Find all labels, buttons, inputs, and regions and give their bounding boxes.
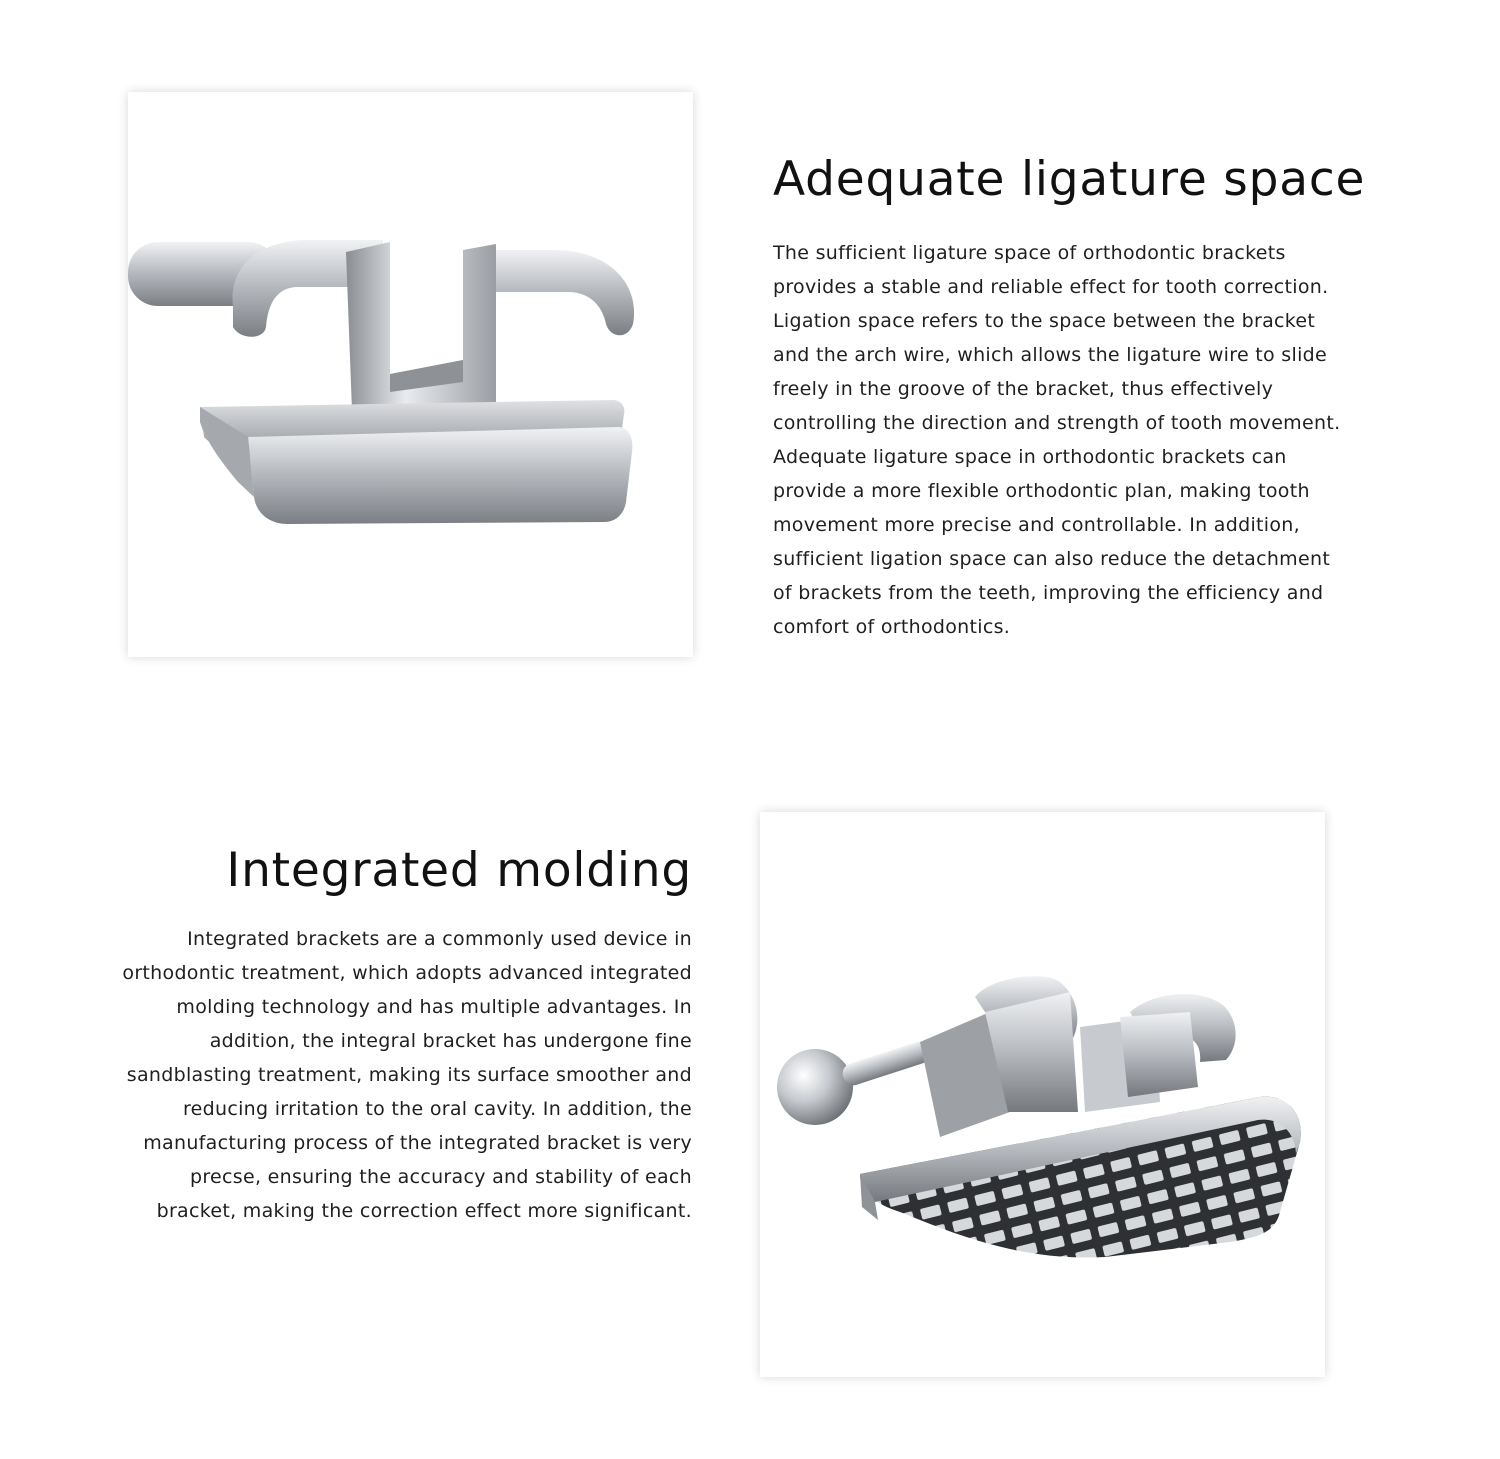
section-body-integrated-molding <box>92 922 692 1228</box>
body-line: movement more precise and controllable. In addition, <box>773 514 1300 536</box>
body-line: molding technology and has multiple advantages. In <box>176 996 692 1018</box>
body-line: Ligation space refers to the space between the bracket <box>773 310 1316 332</box>
body-line: addition, the integral bracket has undergone fine <box>209 1030 692 1052</box>
body-line: Integrated brackets are a commonly used device in <box>187 928 692 950</box>
body-line: precse, ensuring the accuracy and stability of each <box>189 1166 692 1188</box>
bracket-mesh-base-image <box>760 812 1325 1377</box>
bracket-side-view-image <box>128 92 693 657</box>
body-line: manufacturing process of the integrated bracket is very <box>143 1132 692 1154</box>
body-line: sufficient ligation space can also reduce the detachment <box>773 548 1331 570</box>
body-line: of brackets from the teeth, improving the efficiency and <box>773 582 1324 604</box>
bracket-side-view-illustration <box>128 92 693 657</box>
body-line: orthodontic treatment, which adopts advanced integrated <box>122 962 692 984</box>
section-title-integrated-molding: Integrated molding <box>226 843 692 898</box>
body-line: provide a more flexible orthodontic plan, making tooth <box>773 480 1310 502</box>
body-line: reducing irritation to the oral cavity. In addition, the <box>182 1098 692 1120</box>
body-line: freely in the groove of the bracket, thus effectively <box>773 378 1274 400</box>
section-title-ligature-space: Adequate ligature space <box>773 152 1366 207</box>
body-line: controlling the direction and strength of tooth movement. <box>773 412 1341 434</box>
body-line: sandblasting treatment, making its surface smoother and <box>126 1064 692 1086</box>
body-line: bracket, making the correction effect more significant. <box>156 1200 692 1222</box>
body-line: provides a stable and reliable effect for tooth correction. <box>773 276 1329 298</box>
body-line: and the arch wire, which allows the ligature wire to slide <box>773 344 1328 366</box>
section-body-ligature-space <box>773 236 1373 644</box>
body-line: comfort of orthodontics. <box>773 616 1011 638</box>
body-line: The sufficient ligature space of orthodontic brackets <box>773 242 1286 264</box>
bracket-mesh-base-illustration <box>760 812 1325 1377</box>
body-line: Adequate ligature space in orthodontic brackets can <box>773 446 1287 468</box>
